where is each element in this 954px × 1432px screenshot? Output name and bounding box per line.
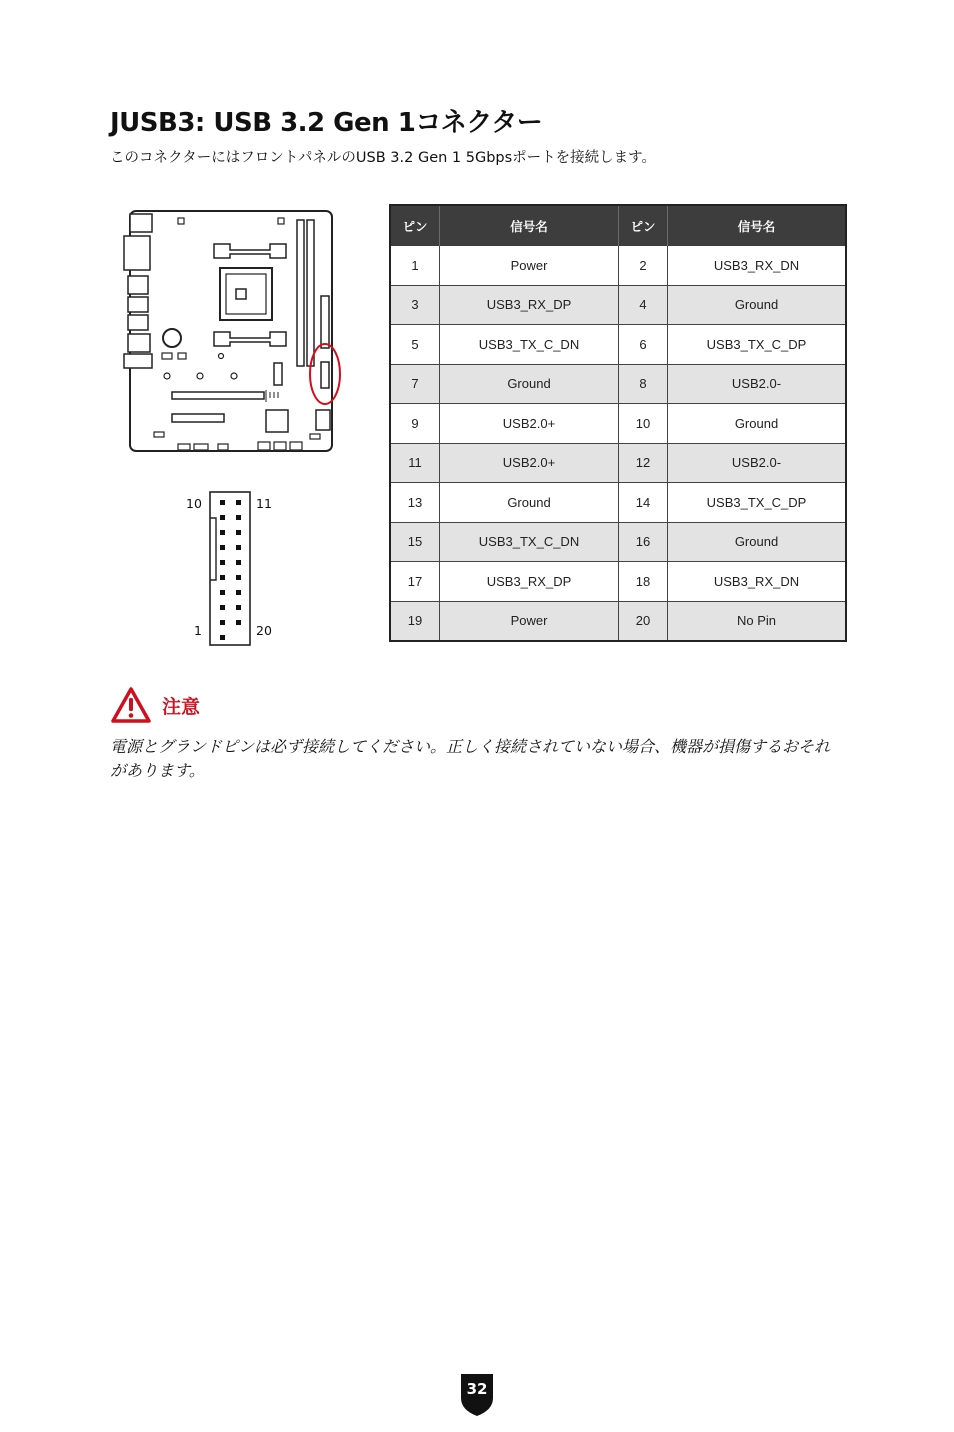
caution-header (110, 686, 200, 724)
page-subtitle: このコネクターにはフロントパネルのUSB 3.2 Gen 1 5Gbpsポートを接続します。 (110, 150, 657, 166)
pin-label-1: 1 (194, 623, 202, 638)
pin-number: 15 (390, 522, 440, 562)
pin-number: 14 (619, 483, 668, 523)
table-row (390, 443, 846, 483)
signal-name: USB3_RX_DN (668, 562, 847, 602)
pin-number: 17 (390, 562, 440, 602)
table-row (390, 404, 846, 444)
signal-name: Power (440, 601, 619, 641)
signal-name: USB2.0- (668, 364, 847, 404)
header-pin: ピン (390, 205, 440, 246)
signal-name: USB3_TX_C_DP (668, 325, 847, 365)
pin-number: 3 (390, 285, 440, 325)
warning-triangle-icon (110, 686, 152, 724)
table-row (390, 364, 846, 404)
table-row (390, 325, 846, 365)
pin-label-20: 20 (256, 623, 272, 638)
table-header-row (390, 205, 846, 246)
pin-number: 1 (390, 246, 440, 285)
table-row (390, 601, 846, 641)
pin-number: 9 (390, 404, 440, 444)
table-row (390, 285, 846, 325)
signal-name: USB3_RX_DP (440, 562, 619, 602)
pin-number: 2 (619, 246, 668, 285)
table-row (390, 483, 846, 523)
signal-name: USB3_TX_C_DN (440, 522, 619, 562)
pin-number: 16 (619, 522, 668, 562)
motherboard-diagram (122, 206, 352, 456)
pin-number: 7 (390, 364, 440, 404)
signal-name: Ground (440, 364, 619, 404)
signal-name: USB3_TX_C_DN (440, 325, 619, 365)
pin-definition-table (389, 204, 847, 642)
pin-number: 8 (619, 364, 668, 404)
signal-name: Power (440, 246, 619, 285)
header-signal: 信号名 (668, 205, 847, 246)
signal-name: USB2.0- (668, 443, 847, 483)
header-signal: 信号名 (440, 205, 619, 246)
pin-number: 20 (619, 601, 668, 641)
signal-name: USB2.0+ (440, 443, 619, 483)
pin-number: 6 (619, 325, 668, 365)
signal-name: Ground (668, 404, 847, 444)
pin-number: 13 (390, 483, 440, 523)
pin-label-10: 10 (186, 496, 202, 511)
signal-name: No Pin (668, 601, 847, 641)
header-pin: ピン (619, 205, 668, 246)
signal-name: USB3_RX_DP (440, 285, 619, 325)
page-number: 32 (466, 1380, 488, 1398)
caution-text: 電源とグランドピンは必ず接続してください。正しく接続されていない場合、機器が損傷するおそれがあります。 (110, 737, 831, 780)
table-row (390, 522, 846, 562)
pin-number: 18 (619, 562, 668, 602)
signal-name: USB2.0+ (440, 404, 619, 444)
pin-number: 4 (619, 285, 668, 325)
pin-number: 10 (619, 404, 668, 444)
page-title: JUSB3: USB 3.2 Gen 1コネクター (110, 108, 543, 138)
signal-name: Ground (668, 285, 847, 325)
signal-name: Ground (440, 483, 619, 523)
pin-number: 19 (390, 601, 440, 641)
pin-number: 5 (390, 325, 440, 365)
table-row (390, 246, 846, 285)
pin-label-11: 11 (256, 496, 272, 511)
signal-name: USB3_RX_DN (668, 246, 847, 285)
table-row (390, 562, 846, 602)
pin-number: 12 (619, 443, 668, 483)
pin-number: 11 (390, 443, 440, 483)
signal-name: Ground (668, 522, 847, 562)
pin-header-diagram (180, 488, 290, 652)
signal-name: USB3_TX_C_DP (668, 483, 847, 523)
caution-title: 注意 (162, 695, 201, 718)
